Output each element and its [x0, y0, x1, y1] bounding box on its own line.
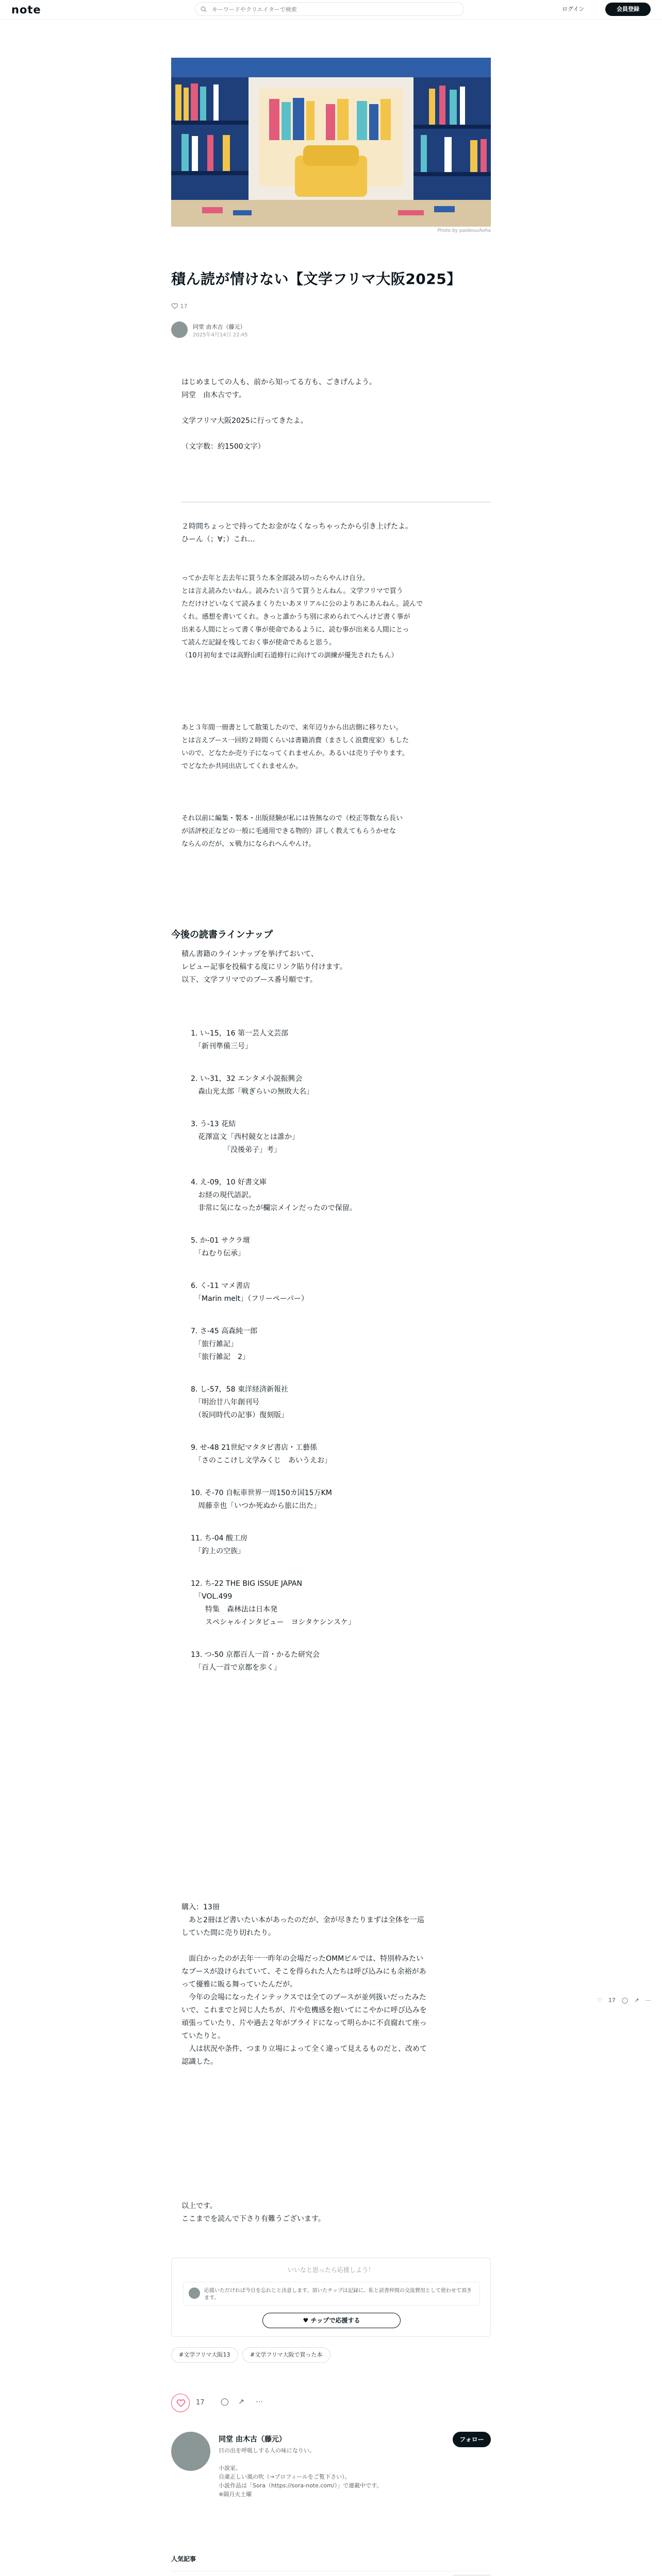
- text-line: あと2冊ほど書いたい本があったのだが、金が尽きたりまずは全体を一巡: [181, 1916, 424, 1924]
- book-list-item: [191, 1027, 490, 1053]
- bio-line: 小説作品は「Sora（https://sora-note.com/）」で連載中です。: [219, 2482, 383, 2489]
- text-line: [181, 428, 491, 440]
- support-box: [171, 2258, 491, 2337]
- book-booth: 9. せ-48 21世紀マタタビ書店・工藝係: [191, 1444, 317, 1452]
- book-booth: 4. え-09，10 好書文庫: [191, 1178, 267, 1187]
- support-message-text: 応援いただければ今日を忘れじと決意します。頂いたチップは記録に、私と読書仲間の交流費用として使わせて頂きます。: [204, 2288, 472, 2301]
- side-heart-icon[interactable]: ♡: [597, 1997, 602, 2004]
- text-line: 以下、文学フリマでのブース番号順です。: [181, 976, 317, 984]
- book-list-item: [191, 1442, 490, 1467]
- text-line: ってか去年と去去年に買うた本全部読み切ったらやんけ自分。: [181, 574, 370, 582]
- hero-image: [171, 58, 491, 227]
- book-title: 花澤富文「西村競女とは誰か」: [191, 1133, 299, 1141]
- book-title: 「さのここけし文学みくじ あいうえお」: [191, 1456, 332, 1465]
- text-line: ここまでを読んで下さり有難うございます。: [181, 2215, 325, 2223]
- text-line: 人は状況や条件、つまり立場によって全く違って見えるものだと、改めて: [181, 2045, 427, 2053]
- intro-text: [181, 376, 491, 453]
- bio-line: ※隔月火土曜: [219, 2491, 252, 2498]
- book-title: 「Marin melt」（フリーペーパー）: [191, 1295, 308, 1303]
- book-title: 森山光太郎「戦ぎらいの無敗大名」: [191, 1088, 313, 1096]
- photo-credit: Photo by paidesu/Aoha: [437, 228, 491, 233]
- para-3: [181, 721, 491, 773]
- author-name[interactable]: 同堂 由木古（藤元）: [193, 324, 246, 330]
- book-list-item: [191, 1325, 490, 1364]
- book-booth: 2. い-31，32 エンタメ小説振興会: [191, 1075, 303, 1083]
- book-title: 「明治廿八年創刊号: [191, 1398, 259, 1406]
- book-title: 周藤幸也「いつか死ぬから旅に出た」: [191, 1502, 321, 1510]
- book-title: 特集 森林法は日本発: [191, 1605, 277, 1614]
- book-booth: 10. そ-70 自転車世界一周150カ国15万KM: [191, 1489, 332, 1497]
- side-share-icon[interactable]: ↗: [634, 1997, 639, 2004]
- text-line: 認識した。: [181, 2058, 218, 2066]
- book-title: （坂同時代の記事）復刻版」: [191, 1411, 288, 1419]
- popular-item[interactable]: [171, 2571, 491, 2576]
- text-line: ならんのだが、ｘ戦力になられへんやんけ。: [181, 840, 316, 848]
- author-card: [171, 2432, 491, 2524]
- tag-chip[interactable]: #文学フリマ大阪13: [171, 2347, 238, 2363]
- book-list-item: [191, 1578, 490, 1629]
- book-booth: 1. い-15，16 第一芸人文芸部: [191, 1029, 288, 1038]
- likes-top[interactable]: [171, 302, 188, 310]
- book-title: スペシャルインタビュー ヨシタケシンスケ」: [191, 1618, 355, 1626]
- comment-icon[interactable]: ◯: [221, 2398, 229, 2406]
- tip-button-label: チップで応援する: [310, 2317, 360, 2324]
- book-booth: 5. か-01 サクラ壇: [191, 1236, 250, 1245]
- follow-button[interactable]: フォロー: [453, 2432, 491, 2447]
- book-list-item: [191, 1234, 490, 1260]
- popular-heading: 人気記事: [171, 2555, 196, 2563]
- bio-line: 日の出を呼吸しする人の味になりい。: [219, 2447, 315, 2454]
- text-line: 同堂 由木古です。: [181, 391, 246, 399]
- book-title: お経の現代語訳。: [191, 1191, 256, 1199]
- book-booth: 8. し-57，58 東洋経済新報社: [191, 1385, 288, 1394]
- support-title: いいなと思ったら応援しよう！: [287, 2266, 374, 2274]
- more-icon[interactable]: ⋯: [256, 2398, 263, 2406]
- text-line: とは言え読みたいねん。読みたい言うて買うとんねん。文学フリマで買う: [181, 587, 403, 595]
- support-avatar: [189, 2287, 200, 2299]
- signup-button[interactable]: 会員登録: [605, 3, 651, 16]
- book-title: 「釣上の空族」: [191, 1547, 245, 1555]
- text-line: て読んだ記録を残しておく事が使命であると思う。: [181, 639, 336, 647]
- section-heading-lineup: 今後の読書ラインナップ: [171, 929, 273, 940]
- text-line: 積ん書籍のラインナップを挙げておいて、: [181, 950, 319, 958]
- text-line: 出来る人間にとって書く事が使命であるように、読む事が出来る人間にとっ: [181, 626, 409, 634]
- book-list-item: [191, 1280, 490, 1306]
- text-line: （文字数：約1500文字）: [181, 443, 265, 451]
- login-link[interactable]: ログイン: [562, 6, 585, 12]
- publish-date: 2025年4月14日 22:45: [193, 332, 248, 338]
- text-line: それ以前に編集・製本・出版経験が私には皆無なので（校正等数なら長い: [181, 815, 403, 822]
- text-line: くれ。感想を書いてくれ。きっと誰かうち別に求められてへんけど書く事が: [181, 613, 410, 621]
- text-line: 面白かったのが去年一一昨年の会場だったOMMビルでは、特別枠みたい: [181, 1955, 424, 1963]
- book-booth: 7. さ-45 高森純一郎: [191, 1327, 258, 1335]
- heart-icon: [171, 302, 178, 310]
- para-1: [181, 520, 491, 546]
- text-line: 頑張っていたり、片や過去２年がブライドになって明らかに不貞腐れて座っ: [181, 2019, 427, 2027]
- book-list-item: [191, 1487, 490, 1513]
- author-card-avatar[interactable]: [171, 2432, 210, 2471]
- book-title: 「旅行雑記」: [191, 1340, 238, 1348]
- book-list-item: [191, 1649, 490, 1674]
- text-line: （10月初旬までは高野山町石道修行に向けての訓練が優先されたもん）: [181, 652, 398, 659]
- top-header: [0, 0, 662, 20]
- text-line: はじめましての人も、前から知ってる方も、ごきげんよう。: [181, 378, 376, 386]
- text-line: ２時間ちょっとで持ってたお金がなくなっちゃったから引き上げたよ。: [181, 522, 412, 531]
- text-line: [181, 402, 491, 415]
- book-title: 非常に気になったが欄宗メインだったので保留。: [191, 1204, 357, 1212]
- note-logo[interactable]: note: [11, 4, 41, 16]
- text-line: が活評校正などの一般に毛通用できる物的）詳しく教えてもらうかせな: [181, 827, 396, 835]
- like-count: 17: [196, 2399, 205, 2406]
- share-icon[interactable]: ↗: [238, 2398, 244, 2406]
- text-line: 購入：13冊: [181, 1903, 220, 1911]
- book-title: 「ねむり伝承」: [191, 1249, 245, 1258]
- side-more-icon[interactable]: ⋯: [645, 1997, 651, 2004]
- book-list-item: [191, 1176, 490, 1215]
- book-booth: 11. ち-04 酸工房: [191, 1534, 248, 1543]
- book-booth: 3. う-13 花結: [191, 1120, 236, 1128]
- side-share-bar: [597, 1997, 657, 2004]
- search-bar[interactable]: [195, 2, 464, 16]
- list-intro: [181, 948, 491, 987]
- support-message: [183, 2282, 480, 2306]
- author-card-name[interactable]: 同堂 由木古（藤元）: [219, 2435, 286, 2444]
- book-list-item: [191, 1073, 490, 1098]
- like-button[interactable]: [171, 2394, 190, 2412]
- book-list-item: [191, 1532, 490, 1558]
- text-line: ていたりと。: [181, 2032, 225, 2040]
- likes-top-count: 17: [180, 303, 188, 310]
- search-input[interactable]: [212, 4, 454, 14]
- book-list-item: [191, 1118, 490, 1157]
- text-line: いで、これまでと同じ人たちが、片や危機感を抱いてにこやかに呼び込みを: [181, 2006, 427, 2014]
- book-title: 「没後弟子」考」: [191, 1146, 281, 1154]
- book-title: 「旅行雑記 2」: [191, 1353, 250, 1361]
- author-avatar[interactable]: [171, 321, 188, 338]
- heart-icon: [176, 2399, 186, 2408]
- bio-line: 自粛正しい風の吹（→プロフィールをご覧下さい）。: [219, 2473, 351, 2480]
- text-line: いので、どなたか売り子になってくれませんか。あるいは売り子やります。: [181, 750, 409, 757]
- search-icon: [201, 6, 207, 12]
- tip-button[interactable]: [262, 2313, 401, 2328]
- book-booth: 12. ち-22 THE BIG ISSUE JAPAN: [191, 1580, 302, 1588]
- article-title: 積ん読が情けない【文学フリマ大阪2025】: [171, 270, 461, 287]
- text-line: あと３年間一冊書として散策したので、来年辺りから出店側に移りたい。: [181, 724, 403, 732]
- purchase-summary: [181, 1901, 491, 2069]
- text-line: って優雅に販る舞っていたんだが。: [181, 1980, 297, 1989]
- para-4: [181, 812, 491, 851]
- article-actions: [171, 2394, 491, 2412]
- side-likes: 17: [608, 1997, 616, 2004]
- book-title: 「新刊準備三号」: [191, 1042, 252, 1050]
- para-2: [181, 572, 491, 662]
- book-booth: 6. く-11 マメ書店: [191, 1282, 251, 1290]
- bio-line: 小説家。: [219, 2465, 241, 2471]
- text-line: 文学フリマ大阪2025に行ってきたよ。: [181, 417, 308, 425]
- tag-chip[interactable]: #文学フリマ大阪で買った本: [242, 2347, 330, 2363]
- side-comment-icon[interactable]: ◯: [621, 1997, 628, 2004]
- text-line: していた間に売り切れたり。: [181, 1929, 275, 1937]
- book-booth: 13. つ-50 京都百人一首・かるた研究会: [191, 1651, 320, 1659]
- text-line: 以上です。: [181, 2202, 217, 2210]
- text-line: [181, 1940, 491, 1953]
- book-list-item: [191, 1383, 490, 1422]
- text-line: なブースが設けられていて、そこを得られた人たちは呼び込みにも余裕があ: [181, 1968, 426, 1976]
- text-line: ただけけどいなくて読みまくりたいあヌリアルに公のよりあにあんねん。読んで: [181, 600, 423, 608]
- book-title: 「VOL.499: [191, 1592, 233, 1601]
- text-line: とは言えブース一回約２時間くらいは書籍消費（まさしく浪費度家）もした: [181, 737, 409, 744]
- closing: [181, 2200, 491, 2226]
- text-line: ひーん（；∀；）これ…: [181, 535, 255, 544]
- bookshelf-illustration: [171, 58, 491, 227]
- book-title: 「百人一首で京都を歩く」: [191, 1664, 281, 1672]
- text-line: 今年の会場になったインテックスでは全てのブースが並列扱いだったみた: [181, 1993, 426, 2002]
- tip-icon: ♥: [303, 2317, 311, 2324]
- text-line: でどなたか共同出店してくれませんか。: [181, 762, 303, 770]
- text-line: レビュー記事を投稿する度にリンク貼り付けます。: [181, 963, 347, 971]
